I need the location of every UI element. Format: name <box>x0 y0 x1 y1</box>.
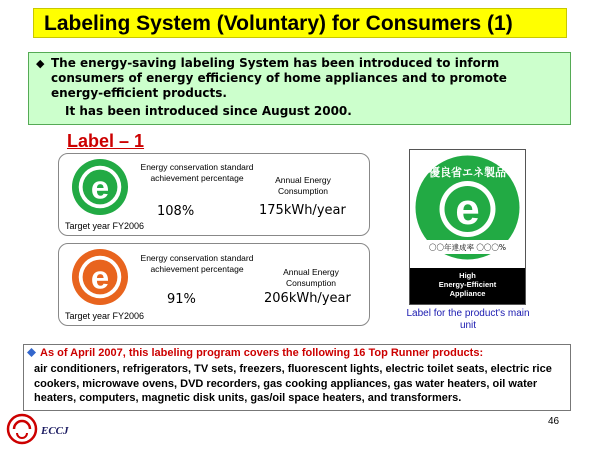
product-label <box>409 149 526 305</box>
pct-value: 91% <box>167 292 196 307</box>
pct-label: Energy conservation standard achievement percentage <box>140 162 254 183</box>
products-box <box>23 344 571 411</box>
footer-org: ECCJ <box>41 425 69 437</box>
svg-text:e: e <box>90 168 110 206</box>
diamond-bullet-icon <box>27 348 36 357</box>
products-list: air conditioners, refrigerators, TV sets, freezers, fluorescent lights, electric toilet seats, electric rice cookers, microwave ovens, DVD recorders, gas cooking appliances, gas water heaters, oil water heaters, computers, magnetic disk units, gas/oil space heaters, and transformers. <box>34 363 552 404</box>
label-card-1 <box>58 153 370 236</box>
eccj-logo-icon <box>6 413 38 445</box>
product-label-line1: High <box>459 271 476 280</box>
product-label-line2: Energy-Efficient <box>438 280 497 289</box>
pct-label: Energy conservation standard achievement percentage <box>140 253 254 274</box>
label-card-2 <box>58 243 370 326</box>
jp-title: 優良省エネ製品 <box>429 166 506 179</box>
products-heading: As of April 2007, this labeling program covers the following 16 Top Runner products: <box>40 347 484 359</box>
energy-value: 206kWh/year <box>264 291 351 306</box>
intro-text: The energy-saving labeling System has been introduced to inform consumers of energy efficiency of home appliances and to promote energy-efficient products. <box>51 56 507 100</box>
pct-value: 108% <box>157 204 195 219</box>
intro-box <box>28 52 571 125</box>
intro-since: It has been introduced since August 2000. <box>65 104 352 118</box>
target-year: Target year FY2006 <box>65 221 145 231</box>
product-label-band <box>410 268 525 304</box>
e-mark-orange-icon <box>71 248 129 306</box>
label-heading: Label – 1 <box>67 131 145 151</box>
target-year: Target year FY2006 <box>65 311 145 321</box>
energy-label: Annual Energy Consumption <box>275 175 331 196</box>
page-number: 46 <box>548 416 560 427</box>
energy-value: 175kWh/year <box>259 203 346 218</box>
svg-text:e: e <box>90 258 110 296</box>
svg-text:e: e <box>455 185 480 234</box>
product-label-line3: Appliance <box>449 289 486 298</box>
product-label-caption: Label for the product's main unit <box>406 308 530 331</box>
energy-label: Annual Energy Consumption <box>283 267 339 288</box>
slide-title: Labeling System (Voluntary) for Consumers (1) <box>33 8 567 38</box>
e-mark-green-icon <box>71 158 129 216</box>
jp-rate: 〇〇年達成率 〇〇〇% <box>428 243 507 252</box>
diamond-bullet-icon: ◆ <box>36 57 45 70</box>
energy-saving-product-mark-icon <box>414 154 521 261</box>
